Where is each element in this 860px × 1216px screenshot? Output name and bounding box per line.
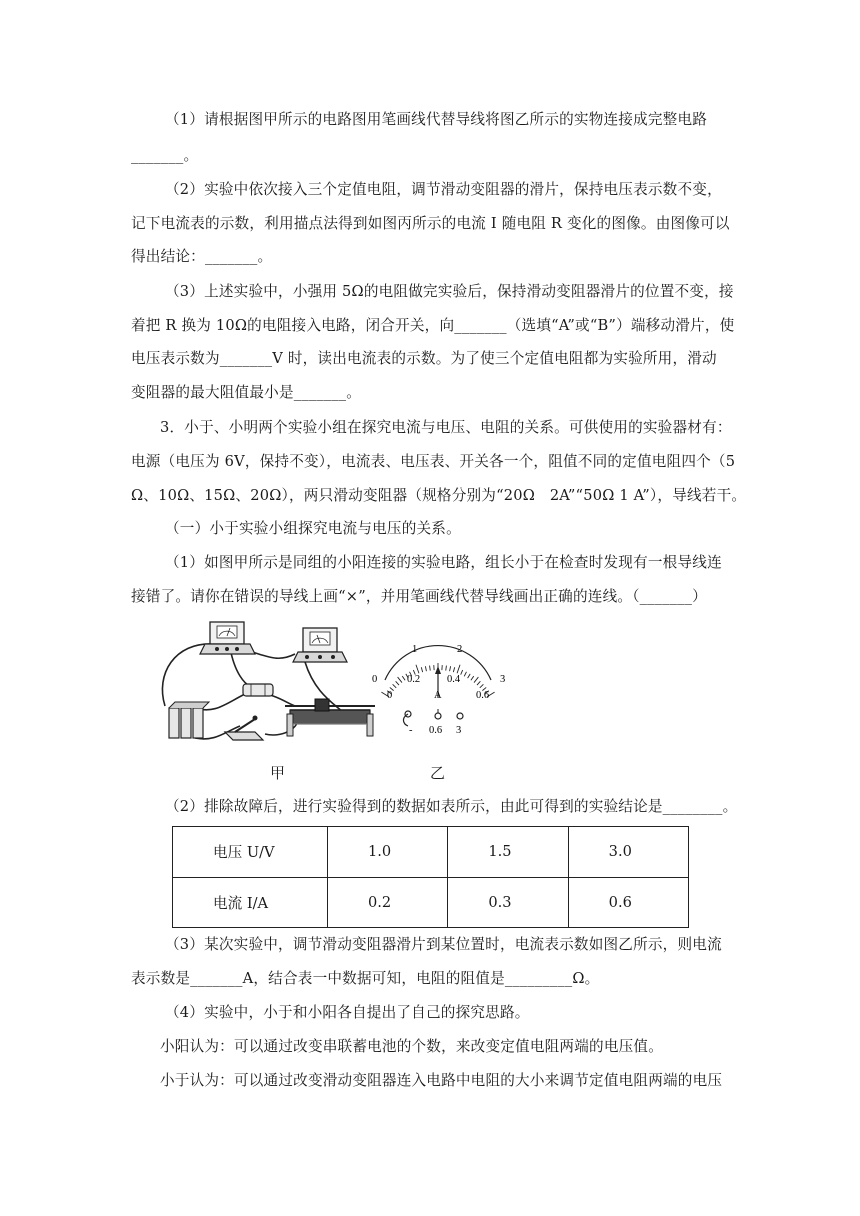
q2-part3-line1: （3）上述实验中，小强用 5Ω的电阻做完实验后，保持滑动变阻器滑片的位置不变，接 [165, 283, 734, 300]
dial-tick [402, 676, 405, 680]
q3-yu-opinion: 小于认为：可以通过改变滑动变阻器连入电路中电阻的大小来调节定值电阻两端的电压 [160, 1072, 723, 1089]
dial-tick [480, 684, 484, 687]
terminal-3-label: 3 [456, 725, 462, 736]
q2-part1-line2: _______。 [131, 147, 199, 164]
table-cell: 0.3 [448, 877, 568, 928]
dial-tick [396, 681, 399, 685]
dial-top-label-1: 1 [412, 644, 418, 655]
q3-sub3-line1: （3）某次实验中，调节滑动变阻器滑片到某位置时，电流表示数如图乙所示，则电流 [165, 936, 722, 953]
table-cell: 3.0 [568, 827, 688, 878]
q3-sub1-line2: 接错了。请你在错误的导线上画“×”，并用笔画线代替导线画出正确的连线。（_______） [131, 588, 707, 605]
dial-tick [421, 667, 422, 672]
dial-tick [393, 684, 397, 687]
dial-tick [464, 672, 466, 676]
figure-label-jia: 甲 [270, 764, 286, 782]
q2-part2-line3: 得出结论：_______。 [131, 248, 273, 265]
dial-top-label-2: 2 [457, 644, 463, 655]
q3-sub3-line2: 表示数是_______A，结合表一中数据可知，电阻的阻值是_________Ω。 [131, 970, 600, 987]
table-row-current [173, 877, 689, 928]
voltmeter-device [293, 628, 347, 662]
q2-part1-line1: （1）请根据图甲所示的电路图用笔画线代替导线将图乙所示的实物连接成完整电路 [165, 111, 708, 128]
terminal-06-label: 0.6 [429, 725, 443, 736]
q2-part2-line2: 记下电流表的示数，利用描点法得到如图丙所示的电流 I 随电阻 R 变化的图像。由图像可以 [131, 215, 730, 232]
knife-switch [225, 716, 263, 741]
table-cell: 0.2 [328, 877, 448, 928]
table-row-voltage [173, 827, 689, 878]
fixed-resistor [243, 684, 273, 696]
dial-tick [430, 666, 431, 671]
table-cell: 1.5 [448, 827, 568, 878]
q3-intro-line3: Ω、10Ω、15Ω、20Ω），两只滑动变阻器（规格分别为“20Ω 2A”“50Ω 1 A”），导线若干。 [131, 487, 747, 504]
ammeter-dial-figure-yi [363, 636, 513, 746]
dial-tick [461, 670, 463, 675]
q3-intro-line1: 3．小于、小明两个实验小组在探究电流与电压、电阻的关系。可供使用的实验器材有： [160, 419, 732, 436]
dial-tick [453, 667, 454, 672]
q3-intro-line2: 电源（电压为 6V，保持不变），电流表、电压表、开关各一个，阻值不同的定值电阻四个（5 [131, 453, 736, 470]
q3-part1-heading: （一）小于实验小组探究电流与电压的关系。 [165, 520, 461, 537]
circuit-figure-jia [155, 614, 385, 749]
battery-pack [169, 702, 209, 738]
dial-tick [477, 681, 480, 685]
q2-part3-line4: 变阻器的最大阻值最小是_______。 [131, 384, 362, 401]
dial-inner-label-0-6: 0.6 [476, 690, 490, 701]
dial-tick [468, 674, 471, 678]
dial-inner-label-0-4: 0.4 [447, 674, 461, 685]
q3-sub1-line1: （1）如图甲所示是同组的小阳连接的实验电路，组长小于在检查时发现有一根导线连 [165, 554, 722, 571]
q2-part3-line3: 电压表示数为_______V 时，读出电流表的示数。为了使三个定值电阻都为实验所用，滑动 [131, 350, 717, 367]
dial-tick [474, 677, 478, 682]
dial-unit-label: A [434, 690, 442, 701]
dial-tick [446, 666, 447, 671]
ammeter-device [200, 622, 255, 654]
table-cell: 1.0 [328, 827, 448, 878]
q2-part2-line1: （2）实验中依次接入三个定值电阻，调节滑动变阻器的滑片，保持电压表示数不变， [165, 181, 722, 198]
dial-tick [425, 666, 426, 671]
dial-top-label-3: 3 [500, 674, 506, 685]
q3-sub2-line: （2）排除故障后，进行实验得到的数据如表所示，由此可得到的实验结论是________。 [165, 798, 738, 815]
table-cell: 0.6 [568, 877, 688, 928]
dial-tick [471, 676, 474, 680]
figure-label-yi: 乙 [430, 764, 446, 782]
table-header-current: 电流 I/A [173, 877, 328, 928]
dial-tick [450, 666, 451, 671]
q3-yang-opinion: 小阳认为：可以通过改变串联蓄电池的个数，来改变定值电阻两端的电压值。 [160, 1038, 663, 1055]
dial-tick [416, 665, 419, 673]
q3-sub4-line: （4）实验中，小于和小阳各自提出了自己的探究思路。 [165, 1004, 530, 1021]
terminal-neg-label: - [409, 725, 413, 736]
dial-inner-label-0: 0 [387, 690, 393, 701]
dial-tick [457, 665, 460, 673]
q2-part3-line2: 着把 R 换为 10Ω的电阻接入电路，闭合开关，向_______（选填“A”或“B”）端移动滑片，使 [131, 317, 735, 334]
dial-tick [398, 677, 402, 682]
slide-rheostat [285, 699, 375, 736]
dial-top-label-0: 0 [372, 674, 378, 685]
dial-inner-label-0-2: 0.2 [407, 674, 421, 685]
data-table [172, 826, 689, 928]
table-header-voltage: 电压 U/V [173, 827, 328, 878]
